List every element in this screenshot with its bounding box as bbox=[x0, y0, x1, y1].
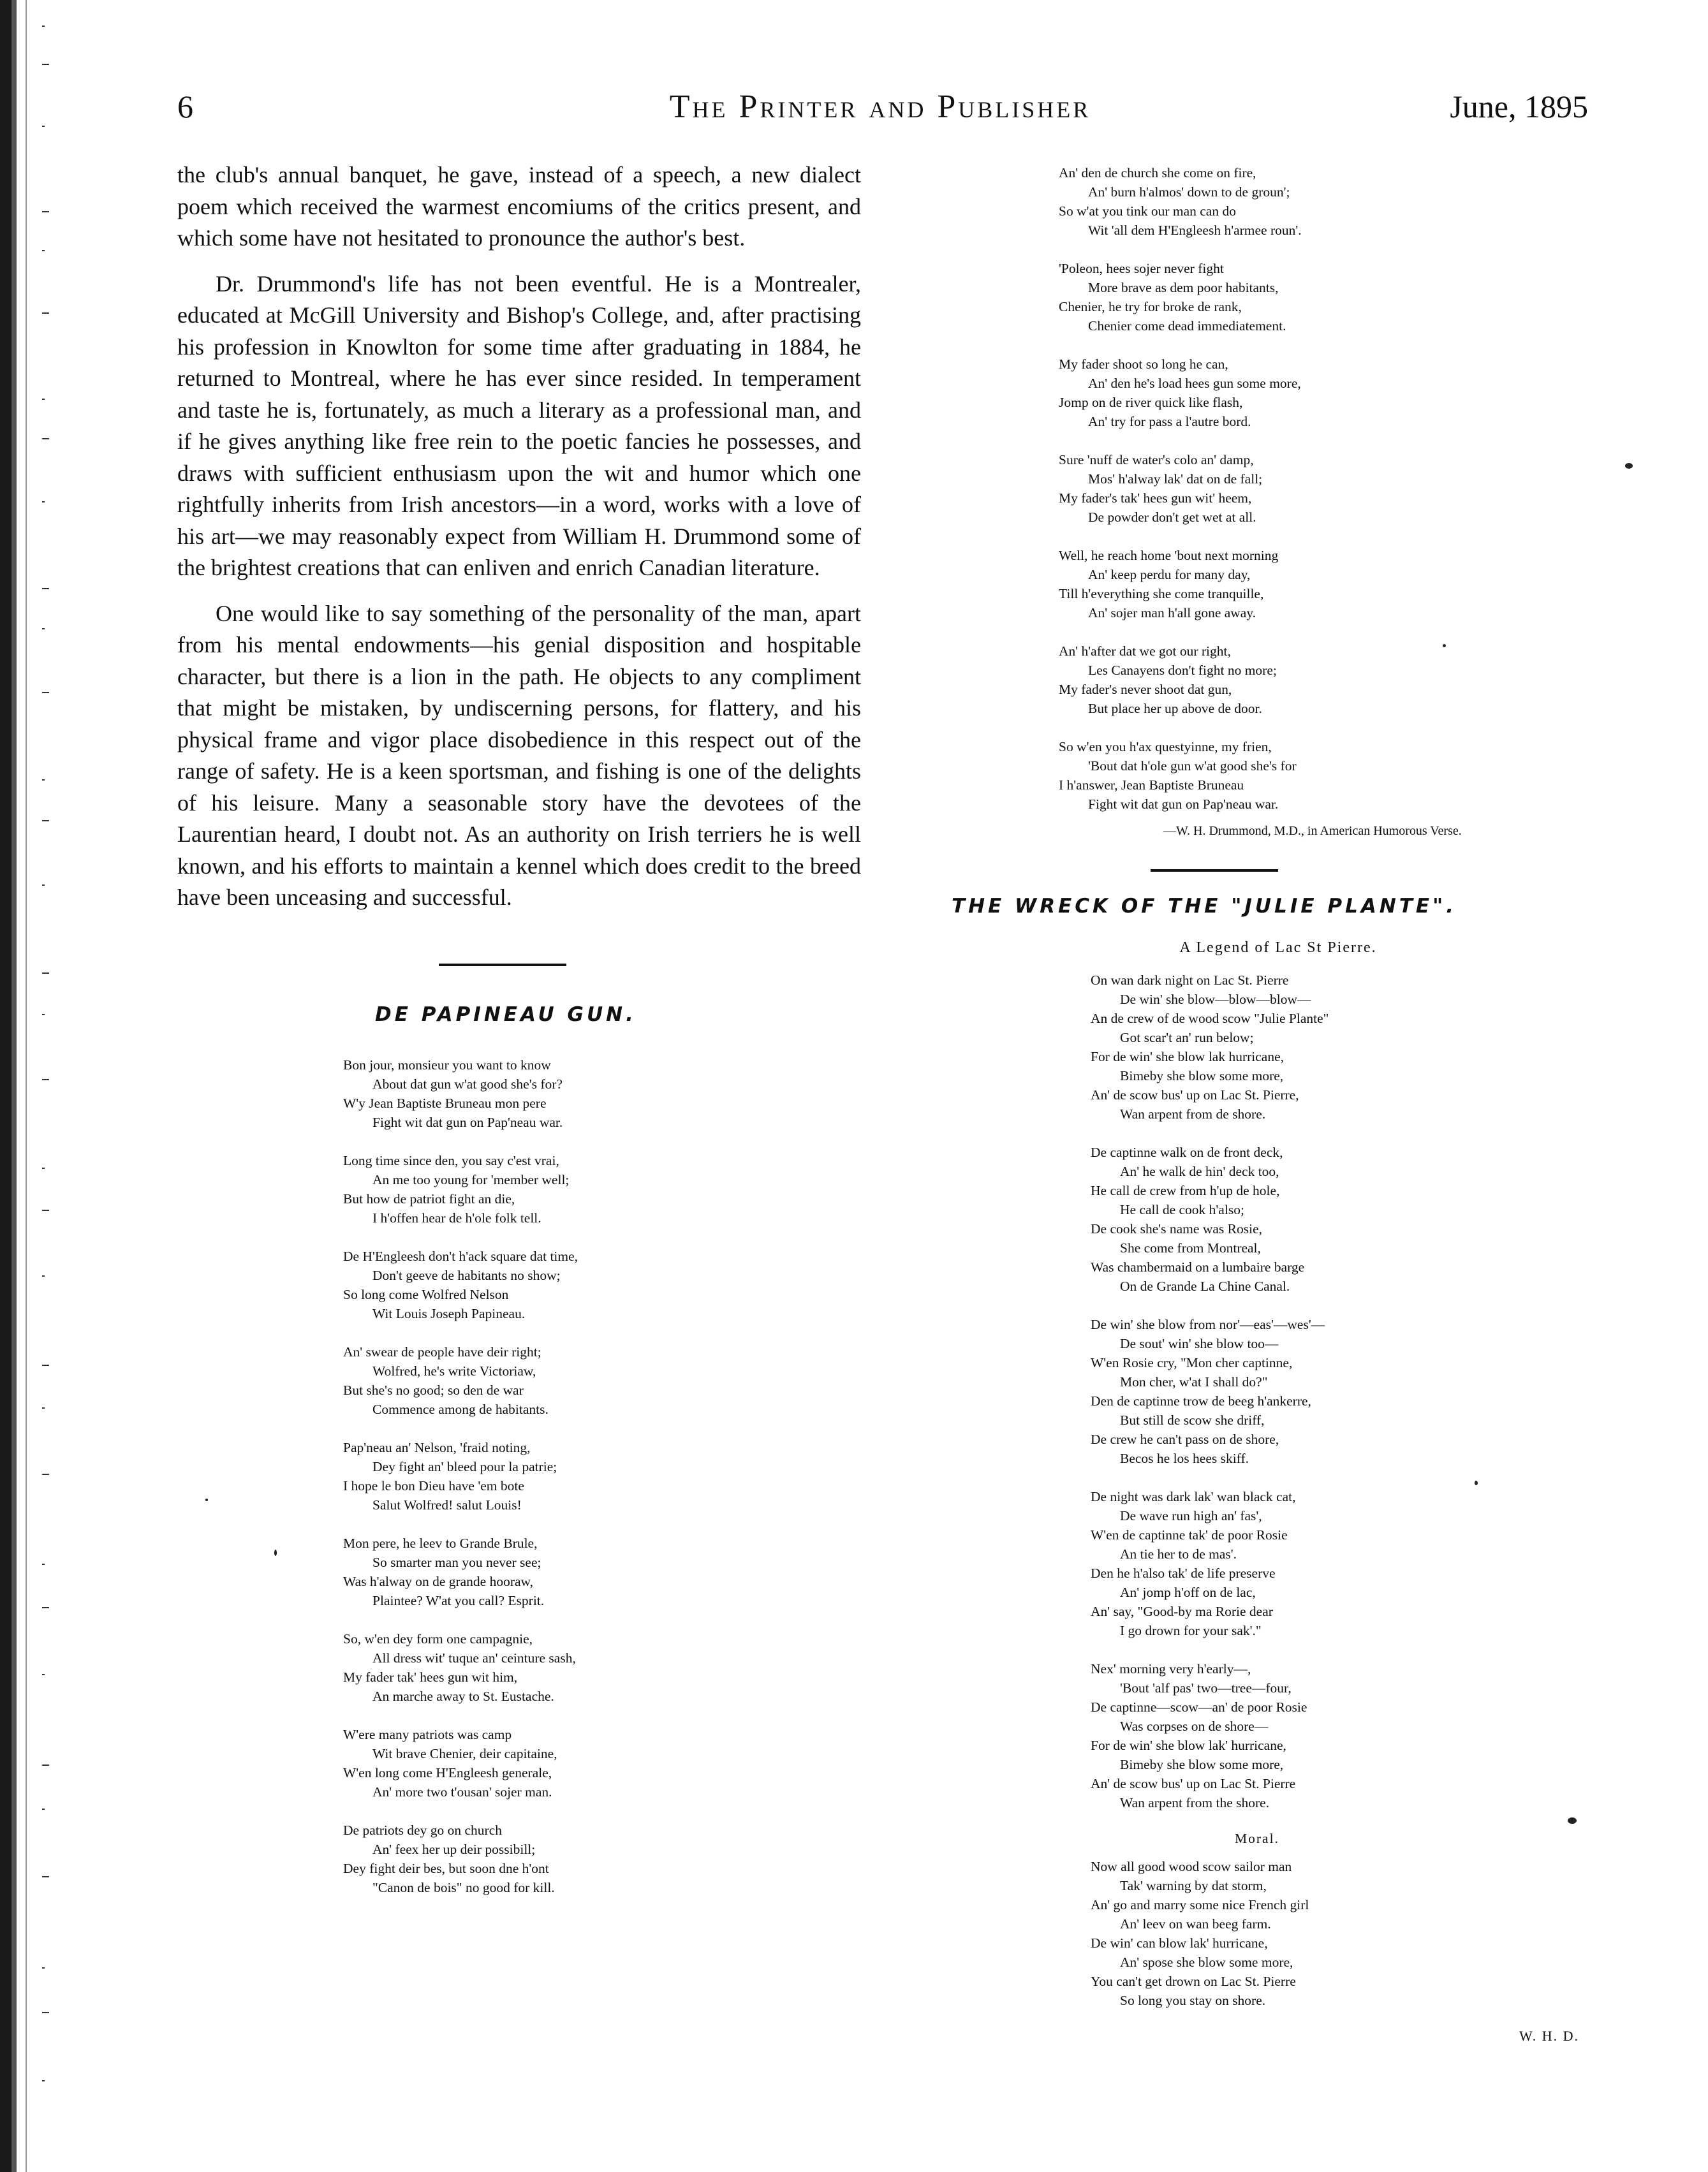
poem-line: 'Bout dat h'ole gun w'at good she's for bbox=[1088, 758, 1297, 774]
poem-line: He call de crew from h'up de hole, bbox=[1091, 1183, 1280, 1198]
poem-stanza bbox=[343, 1725, 861, 1801]
section-divider bbox=[439, 964, 566, 966]
print-speck bbox=[274, 1550, 277, 1556]
poem-line: De captinne—scow—an' de poor Rosie bbox=[1091, 1699, 1307, 1715]
poem-line: An' den he's load hees gun some more, bbox=[1088, 376, 1301, 391]
poem-stanza bbox=[343, 1247, 861, 1323]
scan-noise-mark bbox=[42, 1365, 49, 1366]
poem-line: My fader's never shoot dat gun, bbox=[1059, 682, 1232, 697]
poem-subtitle: A Legend of Lac St Pierre. bbox=[1179, 939, 1377, 956]
print-speck bbox=[205, 1499, 208, 1501]
scan-noise-mark bbox=[42, 692, 49, 693]
poem-line: More brave as dem poor habitants, bbox=[1088, 280, 1279, 295]
scan-noise-mark bbox=[42, 438, 49, 439]
poem-line: An' de scow bus' up on Lac St. Pierre bbox=[1091, 1776, 1296, 1791]
poem-line: All dress wit' tuque an' ceinture sash, bbox=[372, 1650, 576, 1666]
poem-line: But place her up above de door. bbox=[1088, 701, 1262, 716]
poem-line: Den de captinne trow de beeg h'ankerre, bbox=[1091, 1393, 1311, 1409]
poem-line: Dey fight an' bleed pour la patrie; bbox=[372, 1458, 557, 1474]
poem-stanza bbox=[343, 1055, 861, 1132]
poem-line: W'en de captinne tak' de poor Rosie bbox=[1091, 1527, 1288, 1543]
section-divider bbox=[1151, 869, 1278, 872]
scan-noise-mark bbox=[42, 820, 49, 821]
poem-line: Les Canayens don't fight no more; bbox=[1088, 663, 1277, 678]
poem-line: On wan dark night on Lac St. Pierre bbox=[1091, 972, 1289, 988]
poem-line: Was h'alway on de grande hooraw, bbox=[343, 1573, 534, 1589]
scan-edge-marks bbox=[40, 0, 65, 2172]
scan-noise-mark bbox=[42, 1407, 45, 1409]
poem-line: De sout' win' she blow too— bbox=[1120, 1336, 1279, 1351]
poem-stanza bbox=[1091, 971, 1616, 1124]
right-column bbox=[940, 159, 1616, 2046]
poem-line: Wit brave Chenier, deir capitaine, bbox=[372, 1745, 557, 1761]
poem-line: An' burn h'almos' down to de groun'; bbox=[1088, 184, 1290, 200]
scan-noise-mark bbox=[42, 1275, 45, 1277]
poem-line: She come from Montreal, bbox=[1120, 1240, 1261, 1256]
scan-noise-mark bbox=[42, 2080, 45, 2081]
poem-line: An' say, "Good-by ma Rorie dear bbox=[1091, 1604, 1273, 1619]
scan-noise-mark bbox=[42, 884, 45, 886]
poem-julie-plante bbox=[1091, 971, 1616, 2046]
poem-line: Tak' warning by dat storm, bbox=[1120, 1878, 1267, 1893]
page-header bbox=[172, 88, 1588, 133]
moral-stanza bbox=[1091, 1857, 1616, 2010]
poem-line: An' sojer man h'all gone away. bbox=[1088, 605, 1256, 620]
poem-stanza bbox=[343, 1629, 861, 1706]
poem-line: W'en Rosie cry, "Mon cher captinne, bbox=[1091, 1355, 1293, 1370]
poem-line: Wan arpent from the shore. bbox=[1120, 1795, 1270, 1810]
poem-line: 'Poleon, hees sojer never fight bbox=[1059, 261, 1224, 276]
poem-line: Bimeby she blow some more, bbox=[1120, 1757, 1284, 1772]
scan-noise-mark bbox=[42, 1607, 49, 1608]
poem-line: So w'en you h'ax questyinne, my frien, bbox=[1059, 739, 1272, 754]
poem-line: So w'at you tink our man can do bbox=[1059, 203, 1236, 219]
scan-noise-mark bbox=[42, 1079, 49, 1080]
moral-heading: Moral. bbox=[1235, 1831, 1279, 1846]
poem-line: But she's no good; so den de war bbox=[343, 1382, 524, 1398]
poem-stanzas bbox=[1091, 971, 1616, 1812]
poem-line: Well, he reach home 'bout next morning bbox=[1059, 548, 1279, 563]
poem-line: My fader's tak' hees gun wit' heem, bbox=[1059, 490, 1252, 506]
scan-noise-mark bbox=[42, 1014, 45, 1015]
poem-line: Now all good wood scow sailor man bbox=[1091, 1859, 1292, 1874]
poem-line: An' try for pass a l'autre bord. bbox=[1088, 414, 1251, 429]
poem-line: Jomp on de river quick like flash, bbox=[1059, 395, 1243, 410]
poem-line: I hope le bon Dieu have 'em bote bbox=[343, 1478, 524, 1493]
poem-attribution: —W. H. Drummond, M.D., in American Humorous Verse. bbox=[1163, 824, 1462, 838]
scanned-page-edge bbox=[0, 0, 40, 2172]
print-speck bbox=[1625, 463, 1633, 469]
poem-stanza bbox=[1059, 355, 1616, 431]
poem-line: De wave run high an' fas', bbox=[1120, 1508, 1262, 1523]
scan-noise-mark bbox=[42, 1765, 49, 1766]
poem-line: Fight wit dat gun on Pap'neau war. bbox=[372, 1114, 563, 1130]
poem-stanza bbox=[343, 1342, 861, 1419]
poem-line: So, w'en dey form one campagnie, bbox=[343, 1631, 533, 1647]
scan-noise-mark bbox=[42, 1876, 49, 1877]
article-paragraph: Dr. Drummond's life has not been eventful. He is a Montrealer, educated at McGill University and Bishop's College, and, after practising his profession in Knowlton for some time after graduating in 1884, he returned to Montreal, where he has ever since resided. In temperament and taste he is, fortunately, as much a literary as a professional man, and if he gives anything like free rein to the poetic fancies he possesses, and draws with sufficient enthusiasm upon the wit and humor which one rightfully inherits from Irish ancestors—in a word, works with a love of his art—we may reasonably expect from William H. Drummond some of the brightest creations that can enliven and enrich Canadian literature. bbox=[177, 270, 861, 580]
poem-line: Till h'everything she come tranquille, bbox=[1059, 586, 1264, 601]
poem-line: Bimeby she blow some more, bbox=[1120, 1068, 1284, 1083]
poem-line: An' spose she blow some more, bbox=[1120, 1955, 1293, 1970]
poem-line: An' keep perdu for many day, bbox=[1088, 567, 1251, 582]
poem-line: So smarter man you never see; bbox=[372, 1554, 541, 1570]
poem-stanza bbox=[1091, 1315, 1616, 1468]
scan-noise-mark bbox=[42, 1210, 49, 1211]
poem-title-julie-plante: THE WRECK OF THE "JULIE PLANTE". bbox=[952, 895, 1457, 918]
scan-noise-mark bbox=[42, 1168, 45, 1169]
left-column bbox=[177, 159, 861, 1916]
poem-line: Was chambermaid on a lumbaire barge bbox=[1091, 1259, 1305, 1275]
poem-line: Nex' morning very h'early—, bbox=[1091, 1661, 1251, 1677]
poem-line: De H'Engleesh don't h'ack square dat time, bbox=[343, 1248, 578, 1264]
poem-line: Mon cher, w'at I shall do?" bbox=[1120, 1374, 1268, 1390]
scan-noise-mark bbox=[42, 64, 49, 65]
poem-stanza bbox=[1059, 259, 1616, 335]
poem-line: He call de cook h'also; bbox=[1120, 1202, 1244, 1217]
poem-title-papineau: DE PAPINEAU GUN. bbox=[375, 1002, 637, 1026]
poem-line: "Canon de bois" no good for kill. bbox=[372, 1879, 555, 1895]
poem-line: An' den de church she come on fire, bbox=[1059, 165, 1256, 180]
poem-line: Long time since den, you say c'est vrai, bbox=[343, 1152, 559, 1168]
poem-line: Chenier, he try for broke de rank, bbox=[1059, 299, 1242, 314]
poem-line: An' more two t'ousan' sojer man. bbox=[372, 1784, 552, 1800]
poem-line: An' he walk de hin' deck too, bbox=[1120, 1164, 1279, 1179]
poem-line: W'en long come H'Engleesh generale, bbox=[343, 1765, 552, 1780]
scan-noise-mark bbox=[42, 126, 45, 127]
poem-stanza bbox=[1059, 642, 1616, 718]
poem-line: W'ere many patriots was camp bbox=[343, 1726, 512, 1742]
scan-noise-mark bbox=[42, 399, 45, 400]
poem-line: Wit Louis Joseph Papineau. bbox=[372, 1305, 526, 1321]
scan-noise-mark bbox=[42, 588, 49, 589]
poem-line: For de win' she blow lak' hurricane, bbox=[1091, 1738, 1286, 1753]
poem-stanza bbox=[343, 1534, 861, 1610]
page-number: 6 bbox=[177, 89, 193, 124]
scan-noise-mark bbox=[42, 972, 49, 974]
author-initials: W. H. D. bbox=[1519, 2028, 1580, 2044]
poem-line: 'Bout 'alf pas' two—tree—four, bbox=[1120, 1680, 1292, 1696]
poem-line: Wit 'all dem H'Engleesh h'armee roun'. bbox=[1088, 223, 1302, 238]
poem-line: So long come Wolfred Nelson bbox=[343, 1286, 509, 1302]
poem-line: Was corpses on de shore— bbox=[1120, 1719, 1269, 1734]
poem-line: My fader shoot so long he can, bbox=[1059, 356, 1228, 372]
poem-stanza bbox=[1059, 546, 1616, 622]
scan-noise-mark bbox=[42, 501, 45, 503]
poem-line: An marche away to St. Eustache. bbox=[372, 1688, 554, 1704]
poem-line: I h'offen hear de h'ole folk tell. bbox=[372, 1210, 541, 1226]
poem-line: On de Grande La Chine Canal. bbox=[1120, 1279, 1290, 1294]
poem-line: An' de scow bus' up on Lac St. Pierre, bbox=[1091, 1087, 1299, 1103]
issue-date: June, 1895 bbox=[1450, 89, 1588, 124]
article-paragraph: the club's annual banquet, he gave, instead of a speech, a new dialect poem which received the warmest encomiums of the critics present, and which some have not hesitated to pronounce the author's best. bbox=[177, 162, 861, 251]
poem-line: Dey fight deir bes, but soon dne h'ont bbox=[343, 1860, 549, 1876]
scan-noise-mark bbox=[42, 1474, 49, 1475]
poem-line: Salut Wolfred! salut Louis! bbox=[372, 1497, 522, 1513]
print-speck bbox=[1443, 644, 1446, 647]
poem-line: Mon pere, he leev to Grande Brule, bbox=[343, 1535, 538, 1551]
scan-noise-mark bbox=[42, 312, 49, 314]
poem-stanza bbox=[343, 1821, 861, 1897]
poem-line: De win' can blow lak' hurricane, bbox=[1091, 1935, 1268, 1951]
scan-noise-mark bbox=[42, 1809, 45, 1810]
poem-line: De win' she blow from nor'—eas'—wes'— bbox=[1091, 1317, 1325, 1332]
poem-line: An' leev on wan beeg farm. bbox=[1120, 1916, 1271, 1932]
poem-line: An me too young for 'member well; bbox=[372, 1171, 570, 1187]
scan-noise-mark bbox=[42, 628, 45, 629]
poem-line: I go drown for your sak'." bbox=[1120, 1623, 1262, 1638]
scan-noise-mark bbox=[42, 211, 49, 212]
poem-line: Mos' h'alway lak' dat on de fall; bbox=[1088, 471, 1263, 487]
poem-line: Wolfred, he's write Victoriaw, bbox=[372, 1363, 536, 1379]
poem-stanza bbox=[343, 1438, 861, 1515]
print-speck bbox=[1568, 1817, 1577, 1824]
poem-line: But how de patriot fight an die, bbox=[343, 1191, 515, 1207]
scan-noise-mark bbox=[42, 26, 45, 27]
scan-noise-mark bbox=[42, 2012, 49, 2013]
poem-line: De win' she blow—blow—blow— bbox=[1120, 992, 1311, 1007]
poem-line: Plaintee? W'at you call? Esprit. bbox=[372, 1592, 545, 1608]
poem-line: Commence among de habitants. bbox=[372, 1401, 548, 1417]
poem-line: An' h'after dat we got our right, bbox=[1059, 643, 1231, 659]
poem-line: De cook she's name was Rosie, bbox=[1091, 1221, 1262, 1236]
poem-line: Becos he los hees skiff. bbox=[1120, 1451, 1249, 1466]
poem-line: I h'answer, Jean Baptiste Bruneau bbox=[1059, 777, 1244, 793]
poem-line: An' go and marry some nice French girl bbox=[1091, 1897, 1309, 1912]
poem-line: Wan arpent from de shore. bbox=[1120, 1106, 1266, 1122]
poem-line: De captinne walk on de front deck, bbox=[1091, 1145, 1283, 1160]
poem-line: De crew he can't pass on de shore, bbox=[1091, 1432, 1279, 1447]
poem-papineau-part-1 bbox=[343, 1055, 861, 1897]
poem-line: An tie her to de mas'. bbox=[1120, 1546, 1237, 1562]
running-title: The Printer and Publisher bbox=[669, 89, 1091, 125]
poem-line: An' jomp h'off on de lac, bbox=[1120, 1585, 1256, 1600]
poem-stanza bbox=[343, 1151, 861, 1228]
article-paragraph: One would like to say something of the personality of the man, apart from his mental endowments—his genial disposition and hospitable character, but there is a lion in the path. He objects to any compliment that might be mistaken, by undiscerning persons, for flattery, and his physical frame and vigor place disobedience in this respect out of the range of safety. He is a keen sportsman, and fishing is one of the delights of his leisure. Many a seasonable story have the devotees of the Laurentian heard, I doubt not. As an authority on Irish terriers he is well known, and his efforts to maintain a kennel which does credit to the breed have been unceasing and successful. bbox=[177, 600, 861, 910]
scan-noise-mark bbox=[42, 1564, 45, 1565]
poem-line: Fight wit dat gun on Pap'neau war. bbox=[1088, 796, 1279, 812]
poem-stanza bbox=[1059, 163, 1616, 240]
poem-line: You can't get drown on Lac St. Pierre bbox=[1091, 1974, 1296, 1989]
poem-line: W'y Jean Baptiste Bruneau mon pere bbox=[343, 1095, 547, 1111]
poem-line: Chenier come dead immediatement. bbox=[1088, 318, 1286, 334]
poem-line: An' feex her up deir possibill; bbox=[372, 1841, 536, 1857]
print-speck bbox=[1475, 1481, 1478, 1485]
poem-line: An de crew of de wood scow "Julie Plante" bbox=[1091, 1011, 1329, 1026]
poem-line: My fader tak' hees gun wit him, bbox=[343, 1669, 518, 1685]
poem-line: De powder don't get wet at all. bbox=[1088, 510, 1256, 525]
poem-stanza bbox=[1059, 737, 1616, 814]
poem-line: Got scar't an' run below; bbox=[1120, 1030, 1254, 1045]
poem-stanza bbox=[1091, 1487, 1616, 1640]
scan-noise-mark bbox=[42, 250, 45, 251]
scan-noise-mark bbox=[42, 1967, 45, 1969]
article-body bbox=[177, 159, 861, 914]
poem-line: De patriots dey go on church bbox=[343, 1822, 502, 1838]
poem-line: Den he h'also tak' de life preserve bbox=[1091, 1566, 1276, 1581]
poem-papineau-part-2 bbox=[1059, 163, 1616, 814]
poem-line: Sure 'nuff de water's colo an' damp, bbox=[1059, 452, 1254, 467]
poem-stanza bbox=[1059, 450, 1616, 527]
poem-line: But still de scow she driff, bbox=[1120, 1413, 1265, 1428]
poem-stanza bbox=[1091, 1143, 1616, 1296]
poem-line: De night was dark lak' wan black cat, bbox=[1091, 1489, 1296, 1504]
poem-line: About dat gun w'at good she's for? bbox=[372, 1076, 563, 1092]
poem-line: Bon jour, monsieur you want to know bbox=[343, 1057, 551, 1073]
poem-stanza bbox=[1091, 1659, 1616, 1812]
poem-line: Don't geeve de habitants no show; bbox=[372, 1267, 561, 1283]
poem-line: For de win' she blow lak hurricane, bbox=[1091, 1049, 1285, 1064]
poem-line: An' swear de people have deir right; bbox=[343, 1344, 541, 1360]
poem-line: Pap'neau an' Nelson, 'fraid noting, bbox=[343, 1439, 531, 1455]
poem-line: So long you stay on shore. bbox=[1120, 1993, 1266, 2008]
scan-noise-mark bbox=[42, 779, 45, 781]
scan-noise-mark bbox=[42, 1674, 45, 1675]
